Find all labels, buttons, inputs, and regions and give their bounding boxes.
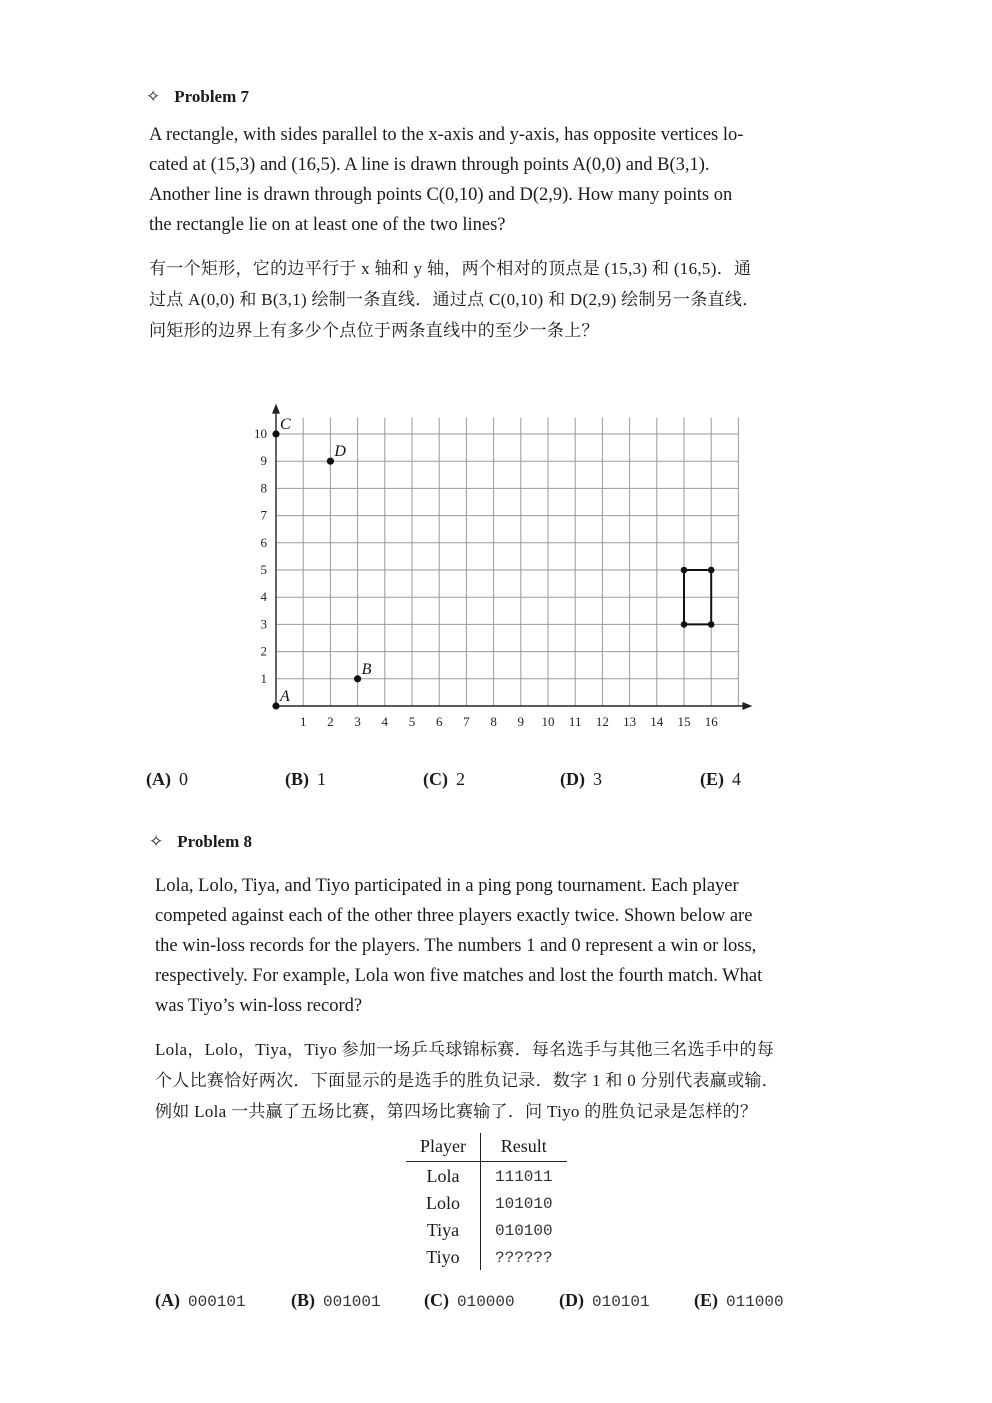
- problem8-title: Problem 8: [177, 832, 253, 851]
- point-c: [272, 430, 279, 437]
- rectangle-vertex-point: [708, 567, 715, 574]
- rectangle-vertex-point: [681, 621, 688, 628]
- point-label-c: C: [280, 416, 291, 433]
- choice-label: (C): [424, 1290, 449, 1310]
- y-tick-label: 1: [260, 670, 267, 686]
- x-tick-label: 13: [623, 714, 637, 729]
- y-tick-label: 3: [260, 616, 267, 632]
- choice-value: 011000: [726, 1293, 784, 1311]
- problem7-cn-line-3: 问矩形的边界上有多少个点位于两条直线中的至少一条上？: [149, 321, 599, 340]
- problem7-line-2: cated at (15,3) and (16,5). A line is drawn through points A(0,0) and B(3,1).: [149, 155, 710, 175]
- y-tick-label: 2: [260, 643, 267, 659]
- choice-label: (A): [155, 1290, 180, 1310]
- choice-value: 2: [456, 769, 465, 789]
- problem8-cn-line-3: 例如 Lola 一共赢了五场比赛，第四场比赛输了．问 Tiyo 的胜负记录是怎样的？: [155, 1102, 758, 1121]
- problem7-line-1: A rectangle, with sides parallel to the x-axis and y-axis, has opposite vertices lo-: [149, 125, 744, 145]
- problem8-heading: [149, 832, 252, 852]
- choice-label: (E): [694, 1290, 718, 1310]
- x-tick-label: 14: [650, 714, 664, 729]
- problem8-line-3: the win-loss records for the players. The numbers 1 and 0 represent a win or loss,: [155, 936, 757, 956]
- problem8-choice-a[interactable]: [155, 1290, 246, 1311]
- result-cell: 010100: [494, 1221, 553, 1240]
- header-result: Result: [480, 1133, 566, 1162]
- x-tick-label: 11: [568, 714, 582, 729]
- problem8-english-text: [155, 871, 845, 1021]
- problem7-title: Problem 7: [174, 87, 250, 106]
- point-label-d: D: [334, 443, 346, 461]
- x-tick-label: 8: [490, 714, 497, 729]
- x-tick-label: 15: [677, 714, 691, 729]
- problem7-choice-c[interactable]: [423, 769, 465, 790]
- problem8-choice-e[interactable]: [694, 1290, 784, 1311]
- star-icon: ✧: [149, 832, 164, 851]
- problem7-line-3: Another line is drawn through points C(0,10) and D(2,9). How many points on: [149, 185, 733, 205]
- choice-value: 010101: [592, 1293, 650, 1311]
- rectangle-vertex-point: [708, 621, 715, 628]
- y-tick-label: 6: [260, 534, 267, 550]
- table-row: [406, 1216, 567, 1243]
- x-tick-label: 5: [408, 714, 416, 729]
- choice-value: 0: [179, 769, 188, 789]
- table-header-row: [406, 1133, 567, 1162]
- problem8-cn-line-2: 个人比赛恰好两次．下面显示的是选手的胜负记录．数字 1 和 0 分别代表赢或输．: [155, 1071, 779, 1090]
- x-tick-label: 10: [541, 714, 555, 729]
- problem8-choices: [0, 1290, 992, 1316]
- problem8-line-1: Lola, Lolo, Tiya, and Tiyo participated in a ping pong tournament. Each player: [155, 876, 739, 896]
- choice-label: (B): [285, 769, 309, 789]
- y-tick-label: 7: [260, 507, 267, 523]
- x-tick-label: 12: [595, 714, 609, 729]
- x-tick-label: 7: [463, 714, 470, 729]
- coordinate-grid-chart: [230, 395, 760, 745]
- results-table: [406, 1133, 567, 1270]
- problem7-choice-b[interactable]: [285, 769, 326, 790]
- y-axis-arrow-icon: [272, 404, 280, 414]
- star-icon: ✧: [146, 87, 161, 106]
- choice-label: (A): [146, 769, 171, 789]
- point-label-a: A: [280, 688, 290, 705]
- problem8-cn-line-1: Lola，Lolo，Tiya，Tiyo 参加一场乒乓球锦标赛．每名选手与其他三名选手中的每: [155, 1040, 775, 1059]
- y-tick-label: 8: [260, 480, 267, 496]
- choice-value: 001001: [323, 1293, 381, 1311]
- problem8-line-2: competed against each of the other three players exactly twice. Shown below are: [155, 906, 753, 926]
- problem7-choices: [0, 769, 992, 795]
- problem7-choice-e[interactable]: [700, 769, 741, 790]
- y-tick-label: 4: [260, 589, 267, 605]
- x-tick-label: 3: [354, 714, 361, 729]
- result-cell: 111011: [494, 1167, 553, 1186]
- choice-label: (D): [559, 1290, 584, 1310]
- problem7-cn-line-1: 有一个矩形，它的边平行于 x 轴和 y 轴，两个相对的顶点是 (15,3) 和 (16,5)．通: [149, 259, 752, 278]
- problem8-choice-c[interactable]: [424, 1290, 515, 1311]
- problem8-line-5: was Tiyo’s win-loss record?: [155, 996, 363, 1016]
- choice-label: (C): [423, 769, 448, 789]
- choice-value: 000101: [188, 1293, 246, 1311]
- problem7-english-text: [149, 120, 839, 240]
- problem7-line-4: the rectangle lie on at least one of the two lines?: [149, 215, 506, 235]
- choice-value: 4: [732, 769, 741, 789]
- problem7-chinese-text: [149, 253, 839, 346]
- player-cell: Tiyo: [406, 1243, 480, 1270]
- header-player: Player: [406, 1133, 480, 1162]
- choice-label: (E): [700, 769, 724, 789]
- table-row: [406, 1243, 567, 1270]
- x-axis-arrow-icon: [742, 702, 752, 710]
- choice-value: 3: [593, 769, 602, 789]
- y-tick-label: 10: [254, 426, 267, 441]
- x-tick-label: 9: [517, 714, 525, 729]
- result-cell: 101010: [494, 1194, 553, 1213]
- choice-label: (D): [560, 769, 585, 789]
- x-tick-label: 16: [704, 714, 718, 729]
- problem7-heading: [146, 87, 249, 107]
- player-cell: Lola: [406, 1162, 480, 1190]
- result-cell: ??????: [494, 1248, 553, 1267]
- problem8-choice-d[interactable]: [559, 1290, 650, 1311]
- rectangle-vertex-point: [681, 567, 688, 574]
- problem7-choice-d[interactable]: [560, 769, 602, 790]
- point-a: [272, 702, 279, 709]
- table-row: [406, 1162, 567, 1190]
- player-cell: Lolo: [406, 1189, 480, 1216]
- x-tick-label: 1: [299, 714, 307, 729]
- choice-value: 1: [317, 769, 326, 789]
- problem8-choice-b[interactable]: [291, 1290, 381, 1311]
- problem7-cn-line-2: 过点 A(0,0) 和 B(3,1) 绘制一条直线．通过点 C(0,10) 和 D(2,9) 绘制另一条直线．: [149, 290, 760, 309]
- choice-value: 010000: [457, 1293, 515, 1311]
- problem8-chinese-text: [155, 1034, 845, 1127]
- choice-label: (B): [291, 1290, 315, 1310]
- point-label-b: B: [361, 660, 372, 678]
- y-tick-label: 9: [260, 453, 267, 469]
- point-d: [327, 458, 334, 465]
- point-b: [354, 675, 361, 682]
- x-tick-label: 2: [327, 714, 334, 729]
- y-tick-label: 5: [260, 562, 267, 577]
- problem7-choice-a[interactable]: [146, 769, 188, 790]
- player-cell: Tiya: [406, 1216, 480, 1243]
- x-tick-label: 4: [381, 714, 389, 729]
- x-tick-label: 6: [435, 714, 443, 729]
- problem8-line-4: respectively. For example, Lola won five matches and lost the fourth match. What: [155, 966, 763, 986]
- table-row: [406, 1189, 567, 1216]
